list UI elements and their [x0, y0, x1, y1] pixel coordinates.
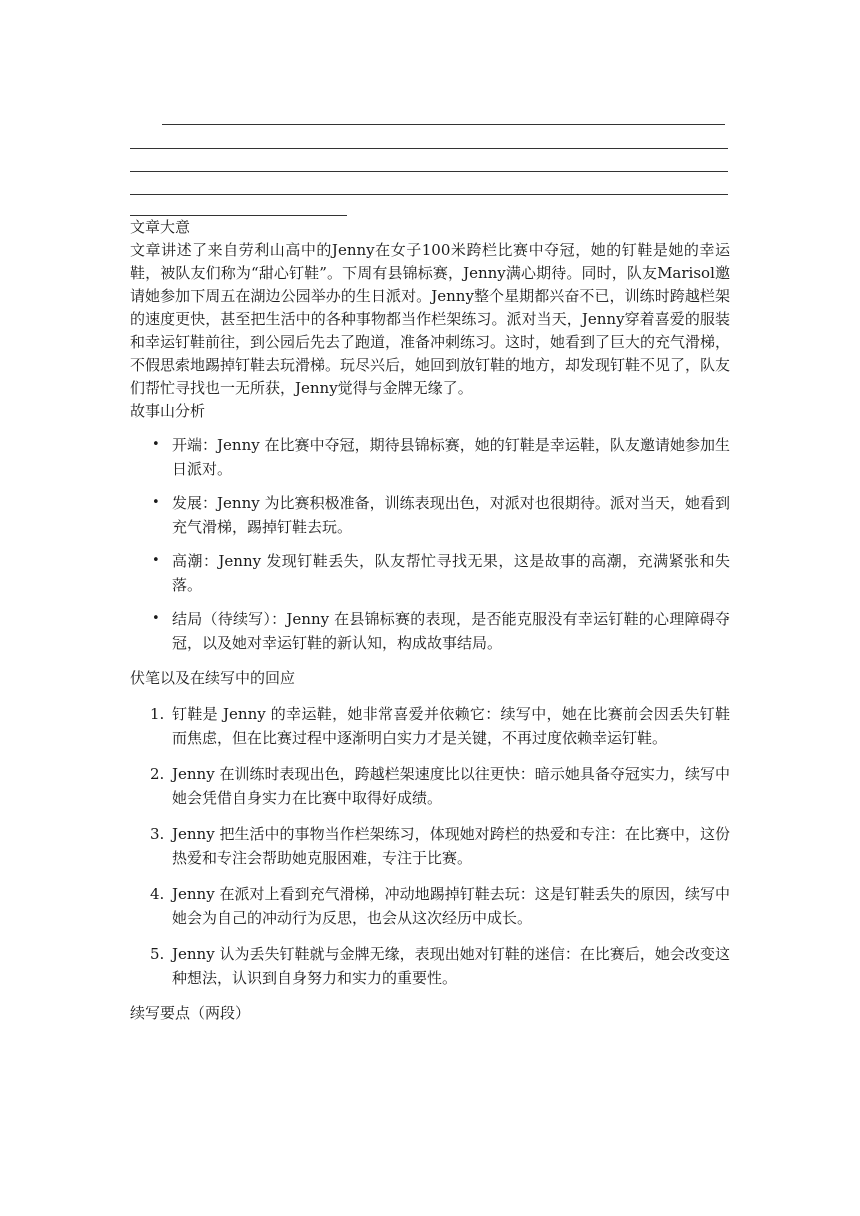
foreshadow-item [150, 882, 730, 930]
foreshadow-number: 4. [150, 885, 165, 903]
document-body [130, 216, 730, 1025]
foreshadowing-list [130, 702, 730, 990]
writing-points-heading: 续写要点（两段） [130, 1004, 251, 1022]
blank-line [130, 194, 728, 195]
foreshadow-item [150, 762, 730, 810]
summary-heading: 文章大意 [130, 218, 191, 236]
story-item-beginning: • 开端：Jenny 在比赛中夺冠，期待县锦标赛，她的钉鞋是幸运鞋，队友邀请她参加生日派对。 [172, 433, 730, 481]
foreshadow-text: Jenny 在训练时表现出色，跨越栏架速度比以往更快：暗示她具备夺冠实力，续写中她会凭借自身实力在比赛中取得好成绩。 [172, 765, 730, 807]
story-item-ending: • 结局（待续写）：Jenny 在县锦标赛的表现，是否能克服没有幸运钉鞋的心理障碍夺冠，以及她对幸运钉鞋的新认知，构成故事结局。 [172, 607, 730, 655]
foreshadow-item [150, 942, 730, 990]
foreshadow-text: Jenny 把生活中的事物当作栏架练习，体现她对跨栏的热爱和专注：在比赛中，这份热爱和专注会帮助她克服困难，专注于比赛。 [172, 825, 730, 867]
summary-text: 文章讲述了来自劳利山高中的Jenny在女子100米跨栏比赛中夺冠，她的钉鞋是她的幸运鞋，被队友们称为“甜心钉鞋”。下周有县锦标赛，Jenny满心期待。同时，队友Marisol邀请她参加下周五在湖边公园举办的生日派对。Jenny整个星期都兴奋不已，训练时跨越栏架的速度更快，甚至把生活中的各种事物都当作栏架练习。派对当天，Jenny穿着喜爱的服装和幸运钉鞋前往，到公园后先去了跑道，准备冲刺练习。这时，她看到了巨大的充气滑梯，不假思索地踢掉钉鞋去玩滑梯。玩尽兴后，她回到放钉鞋的地方，却发现钉鞋不见了，队友们帮忙寻找也一无所获，Jenny觉得与金牌无缘了。 [130, 241, 731, 397]
story-item-development: • 发展：Jenny 为比赛积极准备，训练表现出色，对派对也很期待。派对当天，她看到充气滑梯，踢掉钉鞋去玩。 [172, 491, 730, 539]
story-item-climax: • 高潮：Jenny 发现钉鞋丢失，队友帮忙寻找无果，这是故事的高潮，充满紧张和失落。 [172, 549, 730, 597]
foreshadow-text: Jenny 认为丢失钉鞋就与金牌无缘，表现出她对钉鞋的迷信：在比赛后，她会改变这种想法，认识到自身努力和实力的重要性。 [172, 945, 730, 987]
foreshadow-number: 3. [150, 825, 165, 843]
blank-line [162, 124, 725, 125]
foreshadow-text: Jenny 在派对上看到充气滑梯，冲动地踢掉钉鞋去玩：这是钉鞋丢失的原因，续写中她会为自己的冲动行为反思，也会从这次经历中成长。 [172, 885, 730, 927]
blank-line [130, 171, 728, 172]
foreshadow-item [150, 822, 730, 870]
blank-line [130, 148, 728, 149]
foreshadow-item [150, 702, 730, 750]
foreshadowing-heading: 伏笔以及在续写中的回应 [130, 669, 296, 687]
foreshadow-text: 钉鞋是 Jenny 的幸运鞋，她非常喜爱并依赖它：续写中，她在比赛前会因丢失钉鞋而焦虑，但在比赛过程中逐渐明白实力才是关键，不再过度依赖幸运钉鞋。 [172, 705, 730, 747]
story-mountain-heading: 故事山分析 [130, 402, 206, 420]
foreshadow-number: 2. [150, 765, 165, 783]
foreshadow-number: 5. [150, 945, 165, 963]
story-mountain-list [130, 433, 730, 655]
foreshadow-number: 1. [150, 705, 165, 723]
